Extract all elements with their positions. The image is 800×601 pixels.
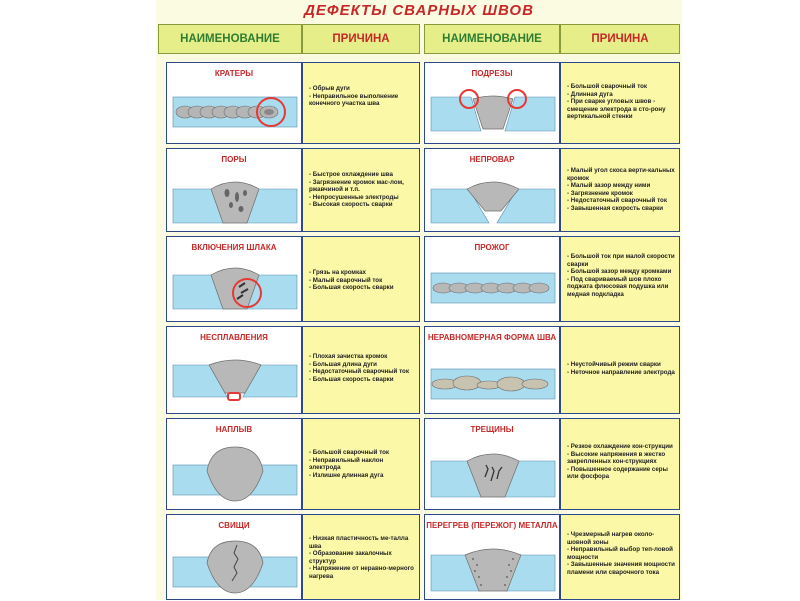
header-name-right: НАИМЕНОВАНИЕ bbox=[424, 24, 560, 54]
defect-name: ПОДРЕЗЫ bbox=[471, 69, 513, 78]
cause-cell-incomplete-penetration bbox=[560, 148, 680, 232]
cause-list bbox=[303, 535, 419, 581]
cause-list bbox=[303, 269, 419, 292]
cause-list bbox=[561, 83, 679, 121]
cause-item: - Большой сварочный ток bbox=[567, 83, 675, 91]
overlap-weld-icon bbox=[167, 441, 301, 507]
cause-item: - Недостаточный сварочный ток bbox=[309, 368, 415, 376]
cause-item: - При сварке угловых швов - смещение электрода в сто-рону вертикальной стенки bbox=[567, 98, 675, 121]
defect-name: ТРЕЩИНЫ bbox=[470, 425, 514, 434]
fistula-weld-icon bbox=[167, 535, 301, 599]
cause-item: - Образование закалочных структур bbox=[309, 550, 415, 565]
cause-item: - Недостаточный сварочный ток bbox=[567, 197, 675, 205]
cause-item: - Большой зазор между кромками bbox=[567, 268, 675, 276]
cause-cell-fistula bbox=[302, 514, 420, 600]
defect-name: ПОРЫ bbox=[221, 155, 247, 164]
cause-item: - Большой сварочный ток bbox=[309, 449, 415, 457]
header-cause-right: ПРИЧИНА bbox=[560, 24, 680, 54]
cause-cell-lack-of-fusion bbox=[302, 326, 420, 414]
header-name-left: НАИМЕНОВАНИЕ bbox=[158, 24, 302, 54]
defect-cell-overheating bbox=[424, 514, 560, 600]
header-cause-left: ПРИЧИНА bbox=[302, 24, 420, 54]
defect-cell-fistula bbox=[166, 514, 302, 600]
cause-item: - Загрязнение кромок bbox=[567, 190, 675, 198]
cause-cell-burn-through bbox=[560, 236, 680, 322]
defect-name: НЕПРОВАР bbox=[469, 155, 515, 164]
cause-list bbox=[561, 443, 679, 481]
cause-item: - Неправильное выполнение конечного участка шва bbox=[309, 93, 415, 108]
cause-list bbox=[303, 85, 419, 108]
defect-cell-overlap bbox=[166, 418, 302, 510]
cracks-weld-icon bbox=[425, 441, 559, 507]
cause-item: - Большой ток при малой скорости сварки bbox=[567, 253, 675, 268]
cause-item: - Неправильный выбор теп-ловой мощности bbox=[567, 546, 675, 561]
defect-name: ПЕРЕГРЕВ (ПЕРЕЖОГ) МЕТАЛЛА bbox=[426, 521, 558, 530]
cause-item: - Завышенная скорость сварки bbox=[567, 205, 675, 213]
defect-cell-pores bbox=[166, 148, 302, 232]
cause-cell-overheating bbox=[560, 514, 680, 600]
cause-item: - Низкая пластичность ме-талла шва bbox=[309, 535, 415, 550]
cause-list bbox=[561, 361, 679, 376]
cause-item: - Чрезмерный нагрев около-шовной зоны bbox=[567, 531, 675, 546]
defect-name: НЕСПЛАВЛЕНИЯ bbox=[200, 333, 268, 342]
defect-name: НЕРАВНОМЕРНАЯ ФОРМА ШВА bbox=[427, 333, 557, 342]
pores-weld-icon bbox=[167, 167, 301, 231]
cause-cell-pores bbox=[302, 148, 420, 232]
cause-cell-undercut bbox=[560, 62, 680, 144]
cause-item: - Малый угол скоса верти-кальных кромок bbox=[567, 167, 675, 182]
defect-cell-undercut bbox=[424, 62, 560, 144]
cause-item: - Излишне длинная дуга bbox=[309, 472, 415, 480]
cause-item: - Высокая скорость сварки bbox=[309, 201, 415, 209]
defect-cell-cracks bbox=[424, 418, 560, 510]
cause-item: - Грязь на кромках bbox=[309, 269, 415, 277]
cause-item: - Под свариваемый шов плохо поджата флюсовая подушка или медная подкладка bbox=[567, 276, 675, 299]
cause-item: - Загрязнение кромок мас-лом, ржавчиной и т.п. bbox=[309, 179, 415, 194]
cause-item: - Неустойчивый режим сварки bbox=[567, 361, 675, 369]
cause-item: - Напряжение от неравно-мерного нагрева bbox=[309, 565, 415, 580]
slag-weld-icon bbox=[167, 257, 301, 321]
cause-list bbox=[303, 171, 419, 209]
defect-cell-lack-of-fusion bbox=[166, 326, 302, 414]
lack-of-fusion-weld-icon bbox=[167, 347, 301, 413]
cause-item: - Обрыв дуги bbox=[309, 85, 415, 93]
cause-cell-uneven-shape bbox=[560, 326, 680, 414]
cause-cell-cracks bbox=[560, 418, 680, 510]
cause-list bbox=[561, 167, 679, 213]
defect-cell-burn-through bbox=[424, 236, 560, 322]
defect-cell-slag bbox=[166, 236, 302, 322]
cause-item: - Плохая зачистка кромок bbox=[309, 353, 415, 361]
cause-item: - Резкое охлаждение кон-струкции bbox=[567, 443, 675, 451]
cause-item: - Большая скорость сварки bbox=[309, 376, 415, 384]
defect-name: СВИЩИ bbox=[218, 521, 250, 530]
poster-title: ДЕФЕКТЫ СВАРНЫХ ШВОВ bbox=[304, 2, 534, 19]
defect-name: НАПЛЫВ bbox=[215, 425, 253, 434]
overheating-weld-icon bbox=[425, 541, 559, 601]
cause-cell-slag bbox=[302, 236, 420, 322]
undercut-weld-icon bbox=[425, 81, 559, 143]
defect-name: ПРОЖОГ bbox=[474, 243, 510, 252]
cause-item: - Непросушенные электроды bbox=[309, 194, 415, 202]
burn-through-weld-icon bbox=[425, 259, 559, 319]
cause-item: - Длинная дуга bbox=[567, 91, 675, 99]
defect-cell-craters bbox=[166, 62, 302, 144]
cause-list bbox=[303, 449, 419, 479]
cause-item: - Высокие напряжения в жестко закрепленных кон-струкциях bbox=[567, 451, 675, 466]
weld-defects-poster bbox=[156, 0, 682, 600]
craters-weld-icon bbox=[167, 83, 301, 141]
uneven-shape-weld-icon bbox=[425, 357, 559, 413]
cause-item: - Малый зазор между ними bbox=[567, 182, 675, 190]
cause-item: - Повышенное содержание серы или фосфора bbox=[567, 466, 675, 481]
cause-item: - Неточное направление электрода bbox=[567, 369, 675, 377]
defect-cell-uneven-shape bbox=[424, 326, 560, 414]
cause-item: - Малый сварочный ток bbox=[309, 277, 415, 285]
cause-item: - Большая длина дуги bbox=[309, 361, 415, 369]
cause-cell-overlap bbox=[302, 418, 420, 510]
defect-name: КРАТЕРЫ bbox=[214, 69, 254, 78]
cause-list bbox=[561, 531, 679, 577]
incomplete-penetration-weld-icon bbox=[425, 167, 559, 231]
cause-item: - Завышенные значения мощности пламени или сварочного тока bbox=[567, 561, 675, 576]
cause-item: - Неправильный наклон электрода bbox=[309, 457, 415, 472]
cause-list bbox=[303, 353, 419, 383]
cause-cell-craters bbox=[302, 62, 420, 144]
defect-cell-incomplete-penetration bbox=[424, 148, 560, 232]
defect-name: ВКЛЮЧЕНИЯ ШЛАКА bbox=[191, 243, 277, 252]
cause-list bbox=[561, 253, 679, 299]
cause-item: - Большая скорость сварки bbox=[309, 284, 415, 292]
cause-item: - Быстрое охлаждение шва bbox=[309, 171, 415, 179]
